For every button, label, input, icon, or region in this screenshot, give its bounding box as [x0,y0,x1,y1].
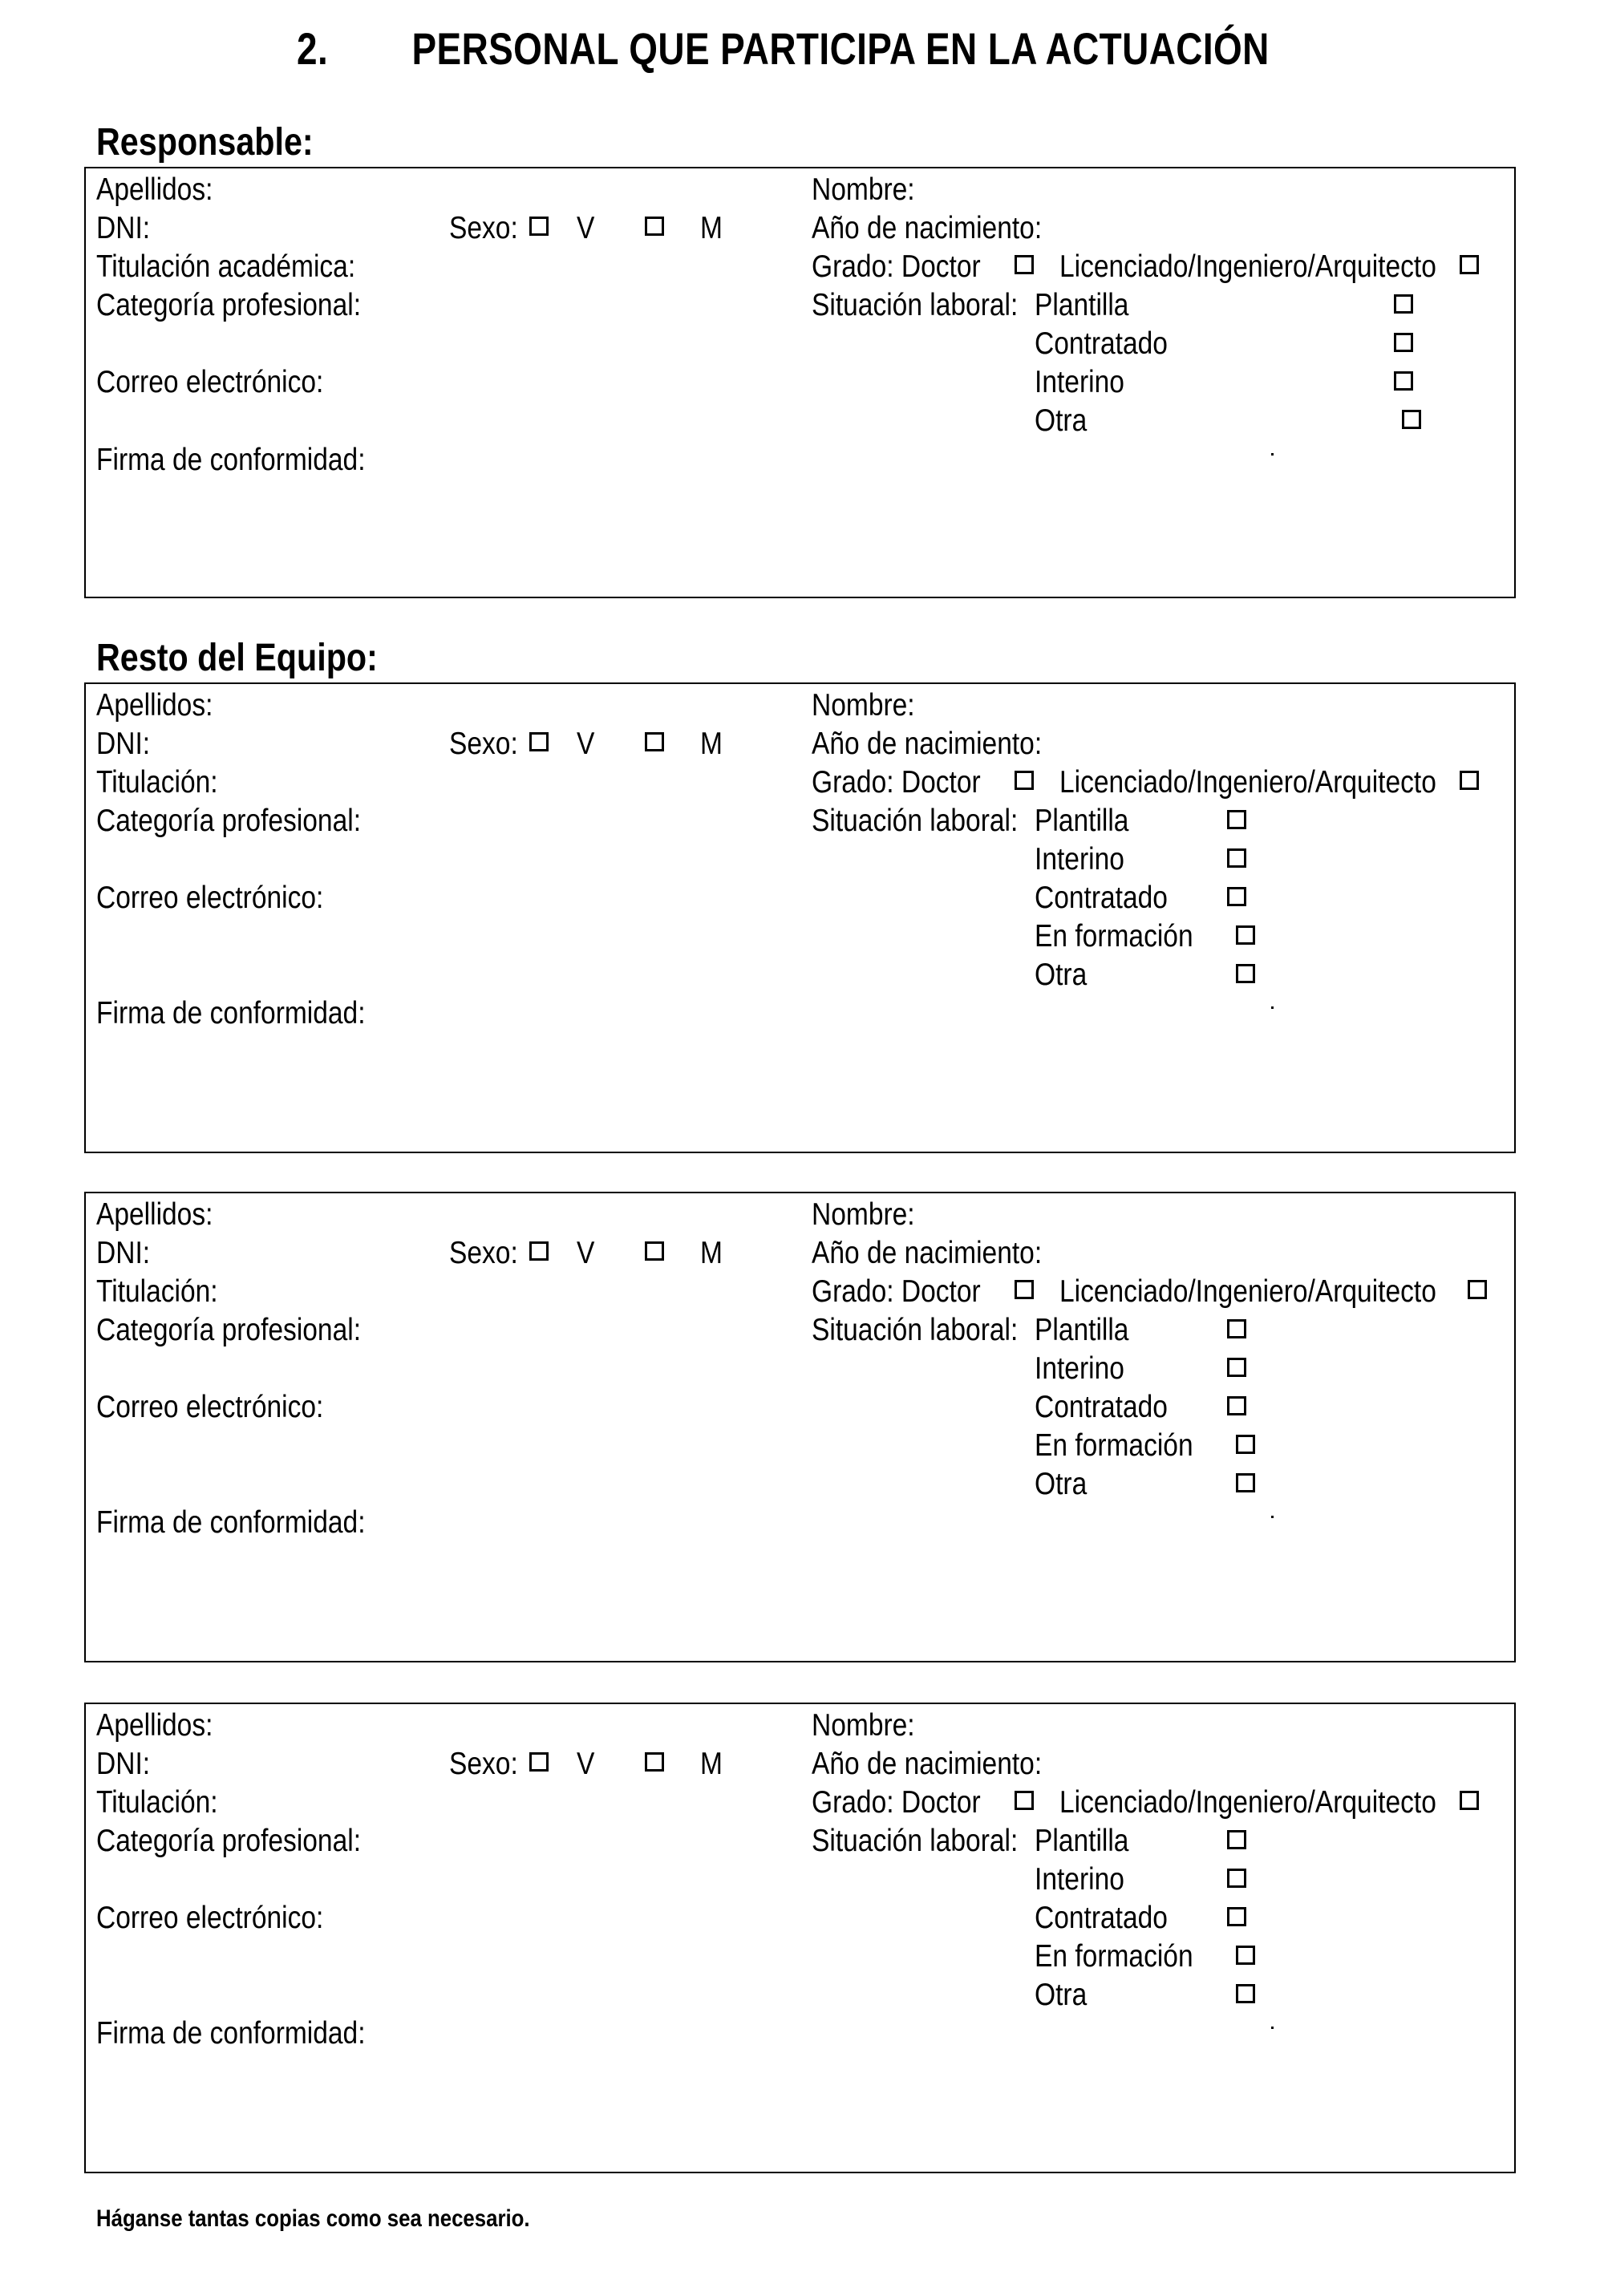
dot-mark [1271,1006,1274,1009]
situacion-option-label: Contratado [1035,881,1168,915]
nombre-label: Nombre: [812,1708,915,1743]
situacion-laboral-label: Situación laboral: [812,804,1019,838]
correo-label: Correo electrónico: [96,1901,324,1935]
situacion-option-label: En formación [1035,1428,1193,1463]
sexo-m-label: M [700,1236,723,1270]
situacion-contratado-checkbox[interactable] [1394,333,1413,352]
situacion-option-label: Interino [1035,1862,1124,1897]
grado-licenciado-checkbox[interactable] [1468,1280,1487,1299]
categoria-label: Categoría profesional: [96,1313,362,1347]
situacion-option-label: Otra [1035,958,1088,992]
dot-mark [1271,2027,1274,2029]
anio-nacimiento-label: Año de nacimiento: [812,211,1043,245]
apellidos-label: Apellidos: [96,172,213,207]
correo-label: Correo electrónico: [96,365,324,399]
sexo-m-checkbox[interactable] [645,217,664,236]
sexo-v-checkbox[interactable] [529,732,549,751]
situacion-en-formacion-checkbox[interactable] [1236,1946,1255,1965]
grado-doctor-checkbox[interactable] [1015,255,1034,274]
situacion-option-label: Plantilla [1035,1824,1129,1858]
titulacion-label: Titulación: [96,765,218,800]
sexo-label: Sexo: [449,211,518,245]
grado-label: Grado: Doctor [812,1274,981,1309]
situacion-option-label: En formación [1035,919,1193,954]
section-number: 2. [297,23,329,74]
firma-label: Firma de conformidad: [96,996,366,1031]
anio-nacimiento-label: Año de nacimiento: [812,1236,1043,1270]
situacion-option-label: Contratado [1035,1390,1168,1424]
situacion-otra-checkbox[interactable] [1236,1984,1255,2003]
situacion-plantilla-checkbox[interactable] [1227,1319,1246,1338]
responsable-heading: Responsable: [96,121,314,164]
resto-equipo-heading: Resto del Equipo: [96,637,378,679]
licenciado-label: Licenciado/Ingeniero/Arquitecto [1059,1785,1436,1820]
situacion-en-formacion-checkbox[interactable] [1236,1435,1255,1454]
sexo-v-checkbox[interactable] [529,217,549,236]
situacion-option-label: En formación [1035,1939,1193,1974]
situacion-option-label: Plantilla [1035,1313,1129,1347]
dni-label: DNI: [96,211,151,245]
categoria-label: Categoría profesional: [96,1824,362,1858]
grado-doctor-checkbox[interactable] [1015,1791,1034,1810]
categoria-label: Categoría profesional: [96,804,362,838]
sexo-m-checkbox[interactable] [645,1752,664,1772]
titulacion-label: Titulación: [96,1274,218,1309]
situacion-option-label: Interino [1035,842,1124,877]
situacion-option-label: Otra [1035,1467,1088,1501]
firma-label: Firma de conformidad: [96,2016,366,2051]
member-form-3 [84,1703,1516,2173]
situacion-option-label: Interino [1035,1351,1124,1386]
nombre-label: Nombre: [812,172,915,207]
situacion-plantilla-checkbox[interactable] [1394,294,1413,314]
apellidos-label: Apellidos: [96,1197,213,1232]
grado-licenciado-checkbox[interactable] [1460,771,1479,790]
anio-nacimiento-label: Año de nacimiento: [812,727,1043,761]
situacion-interino-checkbox[interactable] [1227,1358,1246,1377]
correo-label: Correo electrónico: [96,1390,324,1424]
situacion-option-label: Otra [1035,403,1088,438]
sexo-v-label: V [577,1747,595,1781]
categoria-label: Categoría profesional: [96,288,362,322]
sexo-m-label: M [700,727,723,761]
apellidos-label: Apellidos: [96,1708,213,1743]
apellidos-label: Apellidos: [96,688,213,723]
section-title: PERSONAL QUE PARTICIPA EN LA ACTUACIÓN [411,23,1270,74]
situacion-plantilla-checkbox[interactable] [1227,1830,1246,1849]
grado-doctor-checkbox[interactable] [1015,1280,1034,1299]
titulacion-label: Titulación académica: [96,249,356,284]
sexo-label: Sexo: [449,1747,518,1781]
sexo-v-checkbox[interactable] [529,1752,549,1772]
sexo-m-label: M [700,1747,723,1781]
situacion-option-label: Contratado [1035,326,1168,361]
sexo-v-label: V [577,727,595,761]
firma-label: Firma de conformidad: [96,443,366,477]
member-form-2 [84,1192,1516,1662]
sexo-label: Sexo: [449,727,518,761]
situacion-interino-checkbox[interactable] [1394,371,1413,391]
licenciado-label: Licenciado/Ingeniero/Arquitecto [1059,1274,1436,1309]
situacion-interino-checkbox[interactable] [1227,848,1246,868]
sexo-m-label: M [700,211,723,245]
situacion-option-label: Plantilla [1035,288,1129,322]
grado-label: Grado: Doctor [812,765,981,800]
grado-doctor-checkbox[interactable] [1015,771,1034,790]
page-title [297,22,1270,75]
situacion-option-label: Interino [1035,365,1124,399]
situacion-option-label: Plantilla [1035,804,1129,838]
dot-mark [1271,1516,1274,1518]
sexo-v-checkbox[interactable] [529,1241,549,1261]
situacion-option-label: Otra [1035,1978,1088,2012]
anio-nacimiento-label: Año de nacimiento: [812,1747,1043,1781]
responsable-form [84,167,1516,598]
licenciado-label: Licenciado/Ingeniero/Arquitecto [1059,249,1436,284]
licenciado-label: Licenciado/Ingeniero/Arquitecto [1059,765,1436,800]
situacion-contratado-checkbox[interactable] [1227,1396,1246,1415]
grado-label: Grado: Doctor [812,249,981,284]
sexo-m-checkbox[interactable] [645,732,664,751]
sexo-label: Sexo: [449,1236,518,1270]
member-form-1 [84,682,1516,1153]
correo-label: Correo electrónico: [96,881,324,915]
grado-licenciado-checkbox[interactable] [1460,255,1479,274]
situacion-laboral-label: Situación laboral: [812,1824,1019,1858]
sexo-m-checkbox[interactable] [645,1241,664,1261]
firma-label: Firma de conformidad: [96,1505,366,1540]
sexo-v-label: V [577,1236,595,1270]
situacion-en-formacion-checkbox[interactable] [1236,925,1255,945]
situacion-laboral-label: Situación laboral: [812,288,1019,322]
grado-licenciado-checkbox[interactable] [1460,1791,1479,1810]
situacion-contratado-checkbox[interactable] [1227,1907,1246,1926]
situacion-laboral-label: Situación laboral: [812,1313,1019,1347]
situacion-otra-checkbox[interactable] [1402,410,1421,429]
situacion-interino-checkbox[interactable] [1227,1869,1246,1888]
situacion-otra-checkbox[interactable] [1236,1473,1255,1492]
titulacion-label: Titulación: [96,1785,218,1820]
sexo-v-label: V [577,211,595,245]
footnote: Háganse tantas copias como sea necesario. [96,2205,530,2232]
grado-label: Grado: Doctor [812,1785,981,1820]
situacion-otra-checkbox[interactable] [1236,964,1255,983]
nombre-label: Nombre: [812,1197,915,1232]
nombre-label: Nombre: [812,688,915,723]
dni-label: DNI: [96,1236,151,1270]
dni-label: DNI: [96,1747,151,1781]
dni-label: DNI: [96,727,151,761]
situacion-option-label: Contratado [1035,1901,1168,1935]
dot-mark [1271,453,1274,456]
situacion-plantilla-checkbox[interactable] [1227,810,1246,829]
situacion-contratado-checkbox[interactable] [1227,887,1246,906]
